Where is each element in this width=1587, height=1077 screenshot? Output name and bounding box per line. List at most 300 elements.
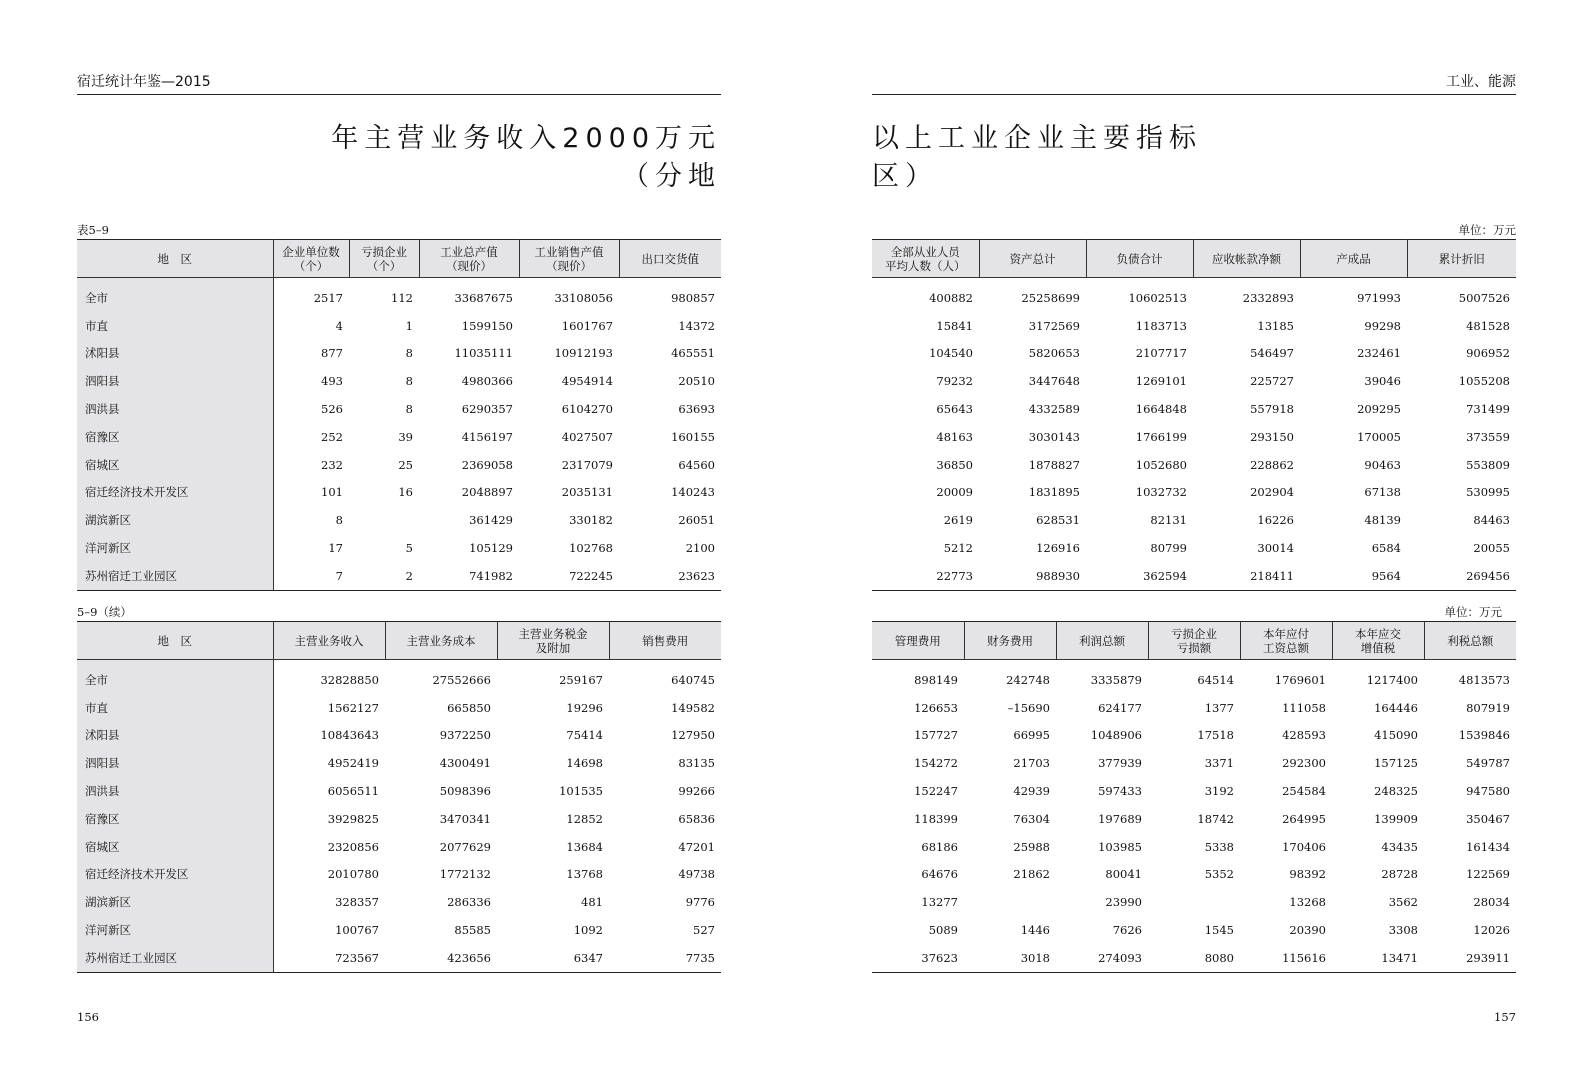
page-number-left: 156 bbox=[77, 1010, 99, 1024]
region-name: 市直 bbox=[77, 312, 273, 340]
table-cell: 2035131 bbox=[561, 485, 613, 500]
column-header: 本年应付 工资总额 bbox=[1240, 622, 1332, 660]
table-cell: 16226 bbox=[1257, 513, 1294, 528]
table-cell: 1878827 bbox=[1028, 457, 1080, 472]
table-cell: 32828850 bbox=[320, 672, 379, 687]
table-cell: 2048897 bbox=[461, 485, 513, 500]
column-header: 产成品 bbox=[1300, 240, 1407, 278]
table-cell: 252 bbox=[321, 429, 343, 444]
region-name: 市直 bbox=[77, 694, 273, 722]
table-cell: 8 bbox=[405, 346, 413, 361]
column-header: 企业单位数 （个） bbox=[273, 240, 349, 278]
table-cell: 898149 bbox=[914, 672, 958, 687]
table-cell: 8 bbox=[405, 402, 413, 417]
table-cell: 8080 bbox=[1204, 950, 1234, 965]
table-cell: 7626 bbox=[1112, 923, 1142, 938]
table-cell: 5089 bbox=[928, 923, 958, 938]
table-row bbox=[872, 722, 1516, 750]
table-cell: 971993 bbox=[1357, 290, 1401, 305]
table-cell: 39046 bbox=[1364, 374, 1401, 389]
table-cell: 64560 bbox=[678, 457, 715, 472]
table-cell: 628531 bbox=[1036, 513, 1080, 528]
table-cell: 465551 bbox=[671, 346, 715, 361]
table-cell: 154272 bbox=[914, 756, 958, 771]
table-cell: 9776 bbox=[685, 895, 715, 910]
yearbook-title: 宿迁统计年鉴—2015 bbox=[77, 74, 211, 90]
table-cell: 330182 bbox=[569, 513, 613, 528]
table-cell: 1269101 bbox=[1135, 374, 1187, 389]
table-cell: 2100 bbox=[685, 541, 715, 556]
table-cell: 157727 bbox=[914, 728, 958, 743]
region-name: 洋河新区 bbox=[77, 916, 273, 944]
table-cell: 20009 bbox=[936, 485, 973, 500]
column-header: 管理费用 bbox=[872, 622, 964, 660]
table-cell: 17 bbox=[328, 541, 343, 556]
table-cell: 1052680 bbox=[1135, 457, 1187, 472]
section-title: 工业、能源 bbox=[1446, 74, 1516, 90]
table-cell: 37623 bbox=[921, 950, 958, 965]
table-cell: 493 bbox=[321, 374, 343, 389]
table-cell: 10602513 bbox=[1128, 290, 1187, 305]
table-cell: 7735 bbox=[685, 950, 715, 965]
table-cell: 22773 bbox=[936, 568, 973, 583]
table-cell: 140243 bbox=[671, 485, 715, 500]
table-cell: 1032732 bbox=[1135, 485, 1187, 500]
table-cell: 1766199 bbox=[1135, 429, 1187, 444]
table-cell: 2619 bbox=[943, 513, 973, 528]
table-cell: 118399 bbox=[914, 811, 958, 826]
table-cell: 665850 bbox=[447, 700, 491, 715]
table-cell: 98392 bbox=[1289, 867, 1326, 882]
table-cell: 6056511 bbox=[327, 784, 379, 799]
column-header: 销售费用 bbox=[609, 622, 721, 660]
region-name: 湖滨新区 bbox=[77, 506, 273, 534]
table-cell: 197689 bbox=[1098, 811, 1142, 826]
table-cell: 254584 bbox=[1282, 784, 1326, 799]
table-cell: 292300 bbox=[1282, 756, 1326, 771]
table-cell: 28728 bbox=[1381, 867, 1418, 882]
region-name: 苏州宿迁工业园区 bbox=[77, 562, 273, 590]
table-cell: 115616 bbox=[1282, 950, 1326, 965]
table-row bbox=[77, 916, 721, 944]
table-cell: 9372250 bbox=[439, 728, 491, 743]
table-cell: 980857 bbox=[671, 290, 715, 305]
table-cell: 27552666 bbox=[432, 672, 491, 687]
table-cell: 99266 bbox=[678, 784, 715, 799]
table-cell: 4952419 bbox=[327, 756, 379, 771]
table-row bbox=[872, 916, 1516, 944]
table-cell: 286336 bbox=[447, 895, 491, 910]
table-cell: 1092 bbox=[573, 923, 603, 938]
table-cell: 6290357 bbox=[461, 402, 513, 417]
region-name: 湖滨新区 bbox=[77, 888, 273, 916]
column-header: 负债合计 bbox=[1086, 240, 1193, 278]
table-cell: 6584 bbox=[1371, 541, 1401, 556]
table-cell: 723567 bbox=[335, 950, 379, 965]
table-cell: 47201 bbox=[678, 839, 715, 854]
table-cell: 127950 bbox=[671, 728, 715, 743]
table-cell: 624177 bbox=[1098, 700, 1142, 715]
table-cell bbox=[349, 506, 419, 534]
table-cell: 23990 bbox=[1105, 895, 1142, 910]
table-cell: 15841 bbox=[936, 318, 973, 333]
table-cell: 20510 bbox=[678, 374, 715, 389]
table2-right bbox=[872, 621, 1516, 973]
table-cell: 5007526 bbox=[1458, 290, 1510, 305]
table-row bbox=[77, 562, 721, 590]
table-cell: 248325 bbox=[1374, 784, 1418, 799]
table-cell: 19296 bbox=[566, 700, 603, 715]
page-number-right: 157 bbox=[1494, 1010, 1516, 1024]
table-cell: 1772132 bbox=[439, 867, 491, 882]
table-row bbox=[77, 534, 721, 562]
column-header: 利润总额 bbox=[1056, 622, 1148, 660]
region-name: 沭阳县 bbox=[77, 722, 273, 750]
region-name: 全市 bbox=[77, 660, 273, 694]
table-row bbox=[77, 395, 721, 423]
table-cell: 1664848 bbox=[1135, 402, 1187, 417]
column-header: 出口交货值 bbox=[619, 240, 721, 278]
table-row bbox=[872, 861, 1516, 889]
table-cell: 25 bbox=[398, 457, 413, 472]
table-cell: 202904 bbox=[1250, 485, 1294, 500]
table-cell: 1539846 bbox=[1458, 728, 1510, 743]
column-header: 工业销售产值 （现价） bbox=[519, 240, 619, 278]
table-cell: 4980366 bbox=[461, 374, 513, 389]
table-cell: 1831895 bbox=[1028, 485, 1080, 500]
table-row bbox=[77, 451, 721, 479]
table-cell: 988930 bbox=[1036, 568, 1080, 583]
table-cell: 741982 bbox=[469, 568, 513, 583]
region-name: 泗阳县 bbox=[77, 367, 273, 395]
table-cell: 68186 bbox=[921, 839, 958, 854]
table-cell bbox=[964, 888, 1056, 916]
running-header-left bbox=[77, 74, 721, 95]
table-cell bbox=[1148, 888, 1240, 916]
column-header: 应收帐款净额 bbox=[1193, 240, 1300, 278]
table-row bbox=[872, 506, 1516, 534]
table-row bbox=[77, 694, 721, 722]
table-cell: 225727 bbox=[1250, 374, 1294, 389]
column-header: 工业总产值 （现价） bbox=[419, 240, 519, 278]
table-cell: 13277 bbox=[921, 895, 958, 910]
running-header-right bbox=[872, 74, 1516, 95]
column-header: 主营业务收入 bbox=[273, 622, 385, 660]
table-cell: 1446 bbox=[1020, 923, 1050, 938]
table-cell: 30014 bbox=[1257, 541, 1294, 556]
table-row bbox=[77, 367, 721, 395]
table-cell: 3929825 bbox=[327, 811, 379, 826]
table-cell: 3470341 bbox=[439, 811, 491, 826]
table-cell: 102768 bbox=[569, 541, 613, 556]
table-cell: 1769601 bbox=[1274, 672, 1326, 687]
table-row bbox=[872, 451, 1516, 479]
table-cell: 101535 bbox=[559, 784, 603, 799]
table-cell: 80799 bbox=[1150, 541, 1187, 556]
table-cell: 361429 bbox=[469, 513, 513, 528]
table-row bbox=[872, 534, 1516, 562]
column-header: 地 区 bbox=[77, 240, 273, 278]
column-header: 亏损企业 亏损额 bbox=[1148, 622, 1240, 660]
table-row bbox=[77, 749, 721, 777]
table-cell: 170406 bbox=[1282, 839, 1326, 854]
table-cell: 807919 bbox=[1466, 700, 1510, 715]
table-row bbox=[77, 888, 721, 916]
table-cell: 105129 bbox=[469, 541, 513, 556]
table-row bbox=[872, 749, 1516, 777]
table-cell: 13768 bbox=[566, 867, 603, 882]
table-cell: 530995 bbox=[1466, 485, 1510, 500]
table-cell: 400882 bbox=[929, 290, 973, 305]
table-cell: 43435 bbox=[1381, 839, 1418, 854]
table-cell: 6347 bbox=[573, 950, 603, 965]
region-name: 宿城区 bbox=[77, 833, 273, 861]
table-cell: 8 bbox=[335, 513, 343, 528]
table2-left bbox=[77, 621, 721, 973]
table-cell: 160155 bbox=[671, 429, 715, 444]
page-title-right bbox=[872, 120, 1202, 196]
region-name: 宿迁经济技术开发区 bbox=[77, 861, 273, 889]
table-cell: 18742 bbox=[1197, 811, 1234, 826]
table-cell: 2332893 bbox=[1242, 290, 1294, 305]
page-title-left bbox=[77, 120, 721, 196]
table-cell: 7 bbox=[335, 568, 343, 583]
table-cell: 373559 bbox=[1466, 429, 1510, 444]
table-cell: 232461 bbox=[1357, 346, 1401, 361]
table-cell: 5352 bbox=[1204, 867, 1234, 882]
table-cell: 5098396 bbox=[439, 784, 491, 799]
table-cell: 3335879 bbox=[1090, 672, 1142, 687]
table-cell: 2 bbox=[405, 568, 413, 583]
table-cell: 293911 bbox=[1466, 950, 1510, 965]
table-cell: 4813573 bbox=[1458, 672, 1510, 687]
table-cell: 9564 bbox=[1371, 568, 1401, 583]
table-cell: 264995 bbox=[1282, 811, 1326, 826]
table-cell: 65836 bbox=[678, 811, 715, 826]
table-cell: 103985 bbox=[1098, 839, 1142, 854]
table-cell: 28034 bbox=[1473, 895, 1510, 910]
table-row bbox=[872, 888, 1516, 916]
table-cell: 2077629 bbox=[439, 839, 491, 854]
table-cell: 49738 bbox=[678, 867, 715, 882]
table-cell: 549787 bbox=[1466, 756, 1510, 771]
table-cell: 21862 bbox=[1013, 867, 1050, 882]
table-cell: 10843643 bbox=[320, 728, 379, 743]
table-cell: 12852 bbox=[566, 811, 603, 826]
table-cell: 546497 bbox=[1250, 346, 1294, 361]
table-row bbox=[872, 278, 1516, 312]
table-row bbox=[872, 367, 1516, 395]
table-cell: 5 bbox=[405, 541, 413, 556]
table-row bbox=[872, 312, 1516, 340]
table-cell: 4027507 bbox=[561, 429, 613, 444]
table-cell: 20390 bbox=[1289, 923, 1326, 938]
table-cell: 39 bbox=[398, 429, 413, 444]
table-cell: 328357 bbox=[335, 895, 379, 910]
table-cell: 23623 bbox=[678, 568, 715, 583]
table-cell: 139909 bbox=[1374, 811, 1418, 826]
table-row bbox=[77, 312, 721, 340]
table-cell: 362594 bbox=[1143, 568, 1187, 583]
table-cell: 428593 bbox=[1282, 728, 1326, 743]
table-cell: 80041 bbox=[1105, 867, 1142, 882]
region-name: 宿城区 bbox=[77, 451, 273, 479]
table-cell: 10912193 bbox=[554, 346, 613, 361]
table-cell: 11035111 bbox=[454, 346, 513, 361]
table-cell: 722245 bbox=[569, 568, 613, 583]
title-left-line1: 年主营业务收入2000万元 bbox=[331, 123, 721, 154]
table-row bbox=[77, 722, 721, 750]
table-cell: 228862 bbox=[1250, 457, 1294, 472]
table-cell: 1377 bbox=[1204, 700, 1234, 715]
region-name: 泗洪县 bbox=[77, 395, 273, 423]
table-cell: 149582 bbox=[671, 700, 715, 715]
table-cell: 1217400 bbox=[1366, 672, 1418, 687]
table-row bbox=[872, 423, 1516, 451]
table-cell: 164446 bbox=[1374, 700, 1418, 715]
table-cell: 152247 bbox=[914, 784, 958, 799]
table-cell: 1183713 bbox=[1135, 318, 1187, 333]
table-row bbox=[872, 805, 1516, 833]
region-name: 洋河新区 bbox=[77, 534, 273, 562]
table-cell: 13471 bbox=[1381, 950, 1418, 965]
table-cell: 3562 bbox=[1388, 895, 1418, 910]
table-cell: 85585 bbox=[454, 923, 491, 938]
table-cell: 1048906 bbox=[1090, 728, 1142, 743]
table-cell: 36850 bbox=[936, 457, 973, 472]
table-cell: –15690 bbox=[1007, 700, 1050, 715]
table-cell: 209295 bbox=[1357, 402, 1401, 417]
column-header: 利税总额 bbox=[1424, 622, 1516, 660]
table-cell: 48163 bbox=[936, 429, 973, 444]
table-cell: 6104270 bbox=[561, 402, 613, 417]
table-cell: 3192 bbox=[1204, 784, 1234, 799]
table-row bbox=[77, 479, 721, 507]
table-cell: 5820653 bbox=[1028, 346, 1080, 361]
region-name: 泗阳县 bbox=[77, 749, 273, 777]
table-cell: 481528 bbox=[1466, 318, 1510, 333]
table-cell: 48139 bbox=[1364, 513, 1401, 528]
table-cell: 415090 bbox=[1374, 728, 1418, 743]
table-cell: 3172569 bbox=[1028, 318, 1080, 333]
table-row bbox=[77, 506, 721, 534]
table-cell: 13684 bbox=[566, 839, 603, 854]
column-header: 资产总计 bbox=[979, 240, 1086, 278]
table-row bbox=[872, 660, 1516, 694]
table-cell: 12026 bbox=[1473, 923, 1510, 938]
table-cell: 20055 bbox=[1473, 541, 1510, 556]
table-cell: 2320856 bbox=[327, 839, 379, 854]
table-cell: 2517 bbox=[313, 290, 343, 305]
table-cell: 83135 bbox=[678, 756, 715, 771]
table-cell: 25988 bbox=[1013, 839, 1050, 854]
table-cell: 76304 bbox=[1013, 811, 1050, 826]
table1-right bbox=[872, 239, 1516, 591]
table-cell: 112 bbox=[391, 290, 413, 305]
table-cell: 293150 bbox=[1250, 429, 1294, 444]
table-cell: 63693 bbox=[678, 402, 715, 417]
table-row bbox=[77, 805, 721, 833]
right-page bbox=[872, 0, 1516, 1077]
region-name: 宿迁经济技术开发区 bbox=[77, 479, 273, 507]
table-cell: 232 bbox=[321, 457, 343, 472]
table-cell: 259167 bbox=[559, 672, 603, 687]
table-cell: 21703 bbox=[1013, 756, 1050, 771]
table-cell: 597433 bbox=[1098, 784, 1142, 799]
table-cell: 481 bbox=[581, 895, 603, 910]
table-cell: 25258699 bbox=[1021, 290, 1080, 305]
table-cell: 42939 bbox=[1013, 784, 1050, 799]
table2-unit: 单位：万元 bbox=[1444, 605, 1502, 619]
table-cell: 14698 bbox=[566, 756, 603, 771]
region-name: 泗洪县 bbox=[77, 777, 273, 805]
table1-label: 表5–9 bbox=[77, 223, 109, 237]
table-cell: 1562127 bbox=[327, 700, 379, 715]
table-cell: 1055208 bbox=[1458, 374, 1510, 389]
table-row bbox=[77, 944, 721, 972]
title-right-line1: 以上工业企业主要指标 bbox=[872, 123, 1202, 154]
table-cell: 101 bbox=[321, 485, 343, 500]
table-cell: 79232 bbox=[936, 374, 973, 389]
table-cell: 1545 bbox=[1204, 923, 1234, 938]
table-cell: 1599150 bbox=[461, 318, 513, 333]
column-header: 全部从业人员 平均人数（人） bbox=[872, 240, 979, 278]
table-cell: 3018 bbox=[1020, 950, 1050, 965]
table-cell: 3030143 bbox=[1028, 429, 1080, 444]
column-header: 主营业务成本 bbox=[385, 622, 497, 660]
title-right-line2: 区） bbox=[872, 161, 938, 192]
table-cell: 13185 bbox=[1257, 318, 1294, 333]
region-name: 全市 bbox=[77, 278, 273, 312]
table-cell: 14372 bbox=[678, 318, 715, 333]
table-cell: 2107717 bbox=[1135, 346, 1187, 361]
table-cell: 67138 bbox=[1364, 485, 1401, 500]
table-row bbox=[77, 777, 721, 805]
table-row bbox=[872, 479, 1516, 507]
table-cell: 4332589 bbox=[1028, 402, 1080, 417]
table-cell: 4300491 bbox=[439, 756, 491, 771]
column-header: 本年应交 增值税 bbox=[1332, 622, 1424, 660]
table-cell: 157125 bbox=[1374, 756, 1418, 771]
table-cell: 126653 bbox=[914, 700, 958, 715]
table-cell: 26051 bbox=[678, 513, 715, 528]
table-row bbox=[872, 694, 1516, 722]
table-cell: 100767 bbox=[335, 923, 379, 938]
table-row bbox=[77, 423, 721, 451]
table-cell: 16 bbox=[398, 485, 413, 500]
table-cell: 640745 bbox=[671, 672, 715, 687]
table2-label: 5–9（续） bbox=[77, 605, 132, 619]
table-cell: 731499 bbox=[1466, 402, 1510, 417]
table-cell: 2010780 bbox=[327, 867, 379, 882]
table-cell: 122569 bbox=[1466, 867, 1510, 882]
table-cell: 126916 bbox=[1036, 541, 1080, 556]
table-row bbox=[872, 944, 1516, 972]
table-cell: 3447648 bbox=[1028, 374, 1080, 389]
table-cell: 66995 bbox=[1013, 728, 1050, 743]
left-page bbox=[77, 0, 721, 1077]
region-name: 宿豫区 bbox=[77, 805, 273, 833]
table-row bbox=[77, 278, 721, 312]
table-cell: 553809 bbox=[1466, 457, 1510, 472]
table-cell: 65643 bbox=[936, 402, 973, 417]
table-row bbox=[872, 777, 1516, 805]
table-cell: 104540 bbox=[929, 346, 973, 361]
table-cell: 2317079 bbox=[561, 457, 613, 472]
table-cell: 33687675 bbox=[454, 290, 513, 305]
table-cell: 218411 bbox=[1250, 568, 1294, 583]
table1-left bbox=[77, 239, 721, 591]
